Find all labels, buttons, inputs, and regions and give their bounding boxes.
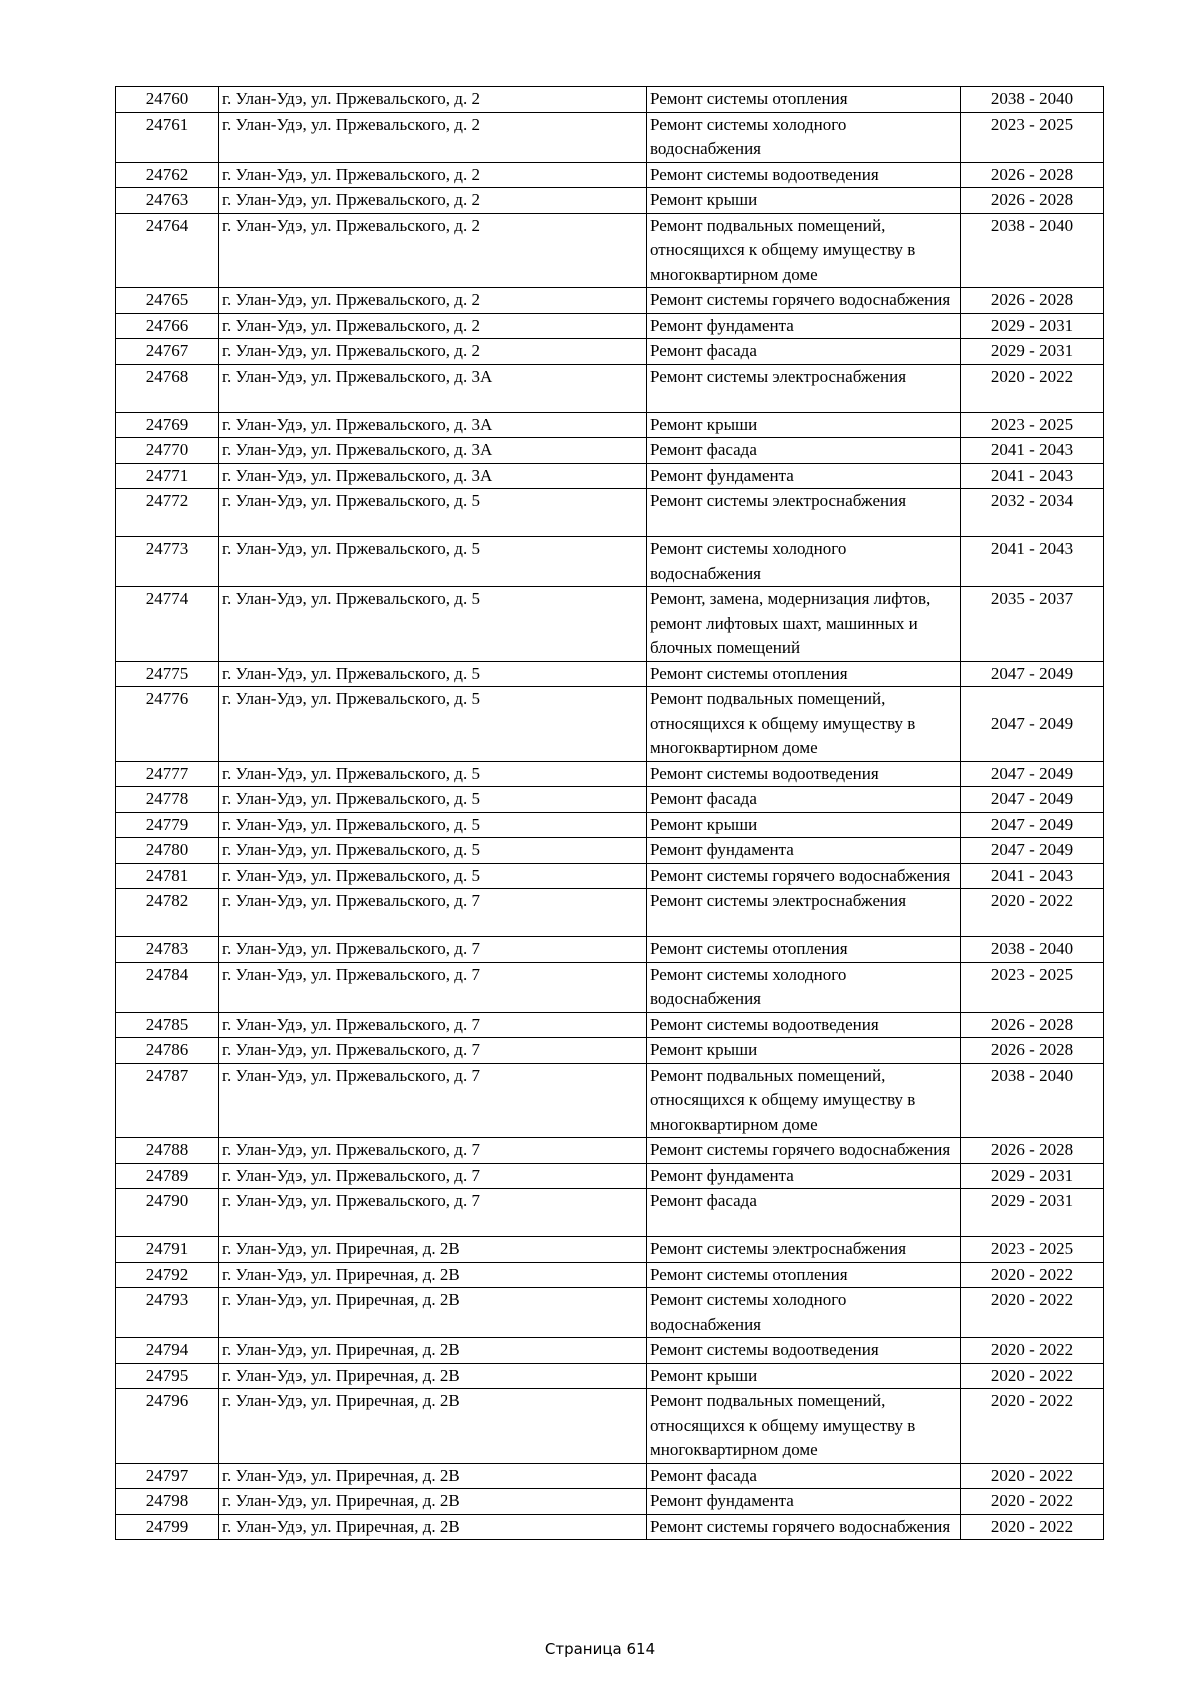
row-number: 24789 <box>116 1163 219 1189</box>
row-address: г. Улан-Удэ, ул. Пржевальского, д. 2 <box>219 339 647 365</box>
row-work-type: Ремонт фасада <box>647 1189 961 1237</box>
row-period: 2020 - 2022 <box>961 1389 1104 1464</box>
row-period: 2020 - 2022 <box>961 1338 1104 1364</box>
row-period: 2026 - 2028 <box>961 162 1104 188</box>
row-work-type: Ремонт системы горячего водоснабжения <box>647 1138 961 1164</box>
row-number: 24771 <box>116 463 219 489</box>
row-number: 24761 <box>116 112 219 162</box>
row-work-type: Ремонт фасада <box>647 339 961 365</box>
row-work-type: Ремонт системы водоотведения <box>647 1012 961 1038</box>
row-address: г. Улан-Удэ, ул. Пржевальского, д. 5 <box>219 812 647 838</box>
row-address: г. Улан-Удэ, ул. Пржевальского, д. 5 <box>219 587 647 662</box>
row-period: 2047 - 2049 <box>961 661 1104 687</box>
table-row <box>116 812 1104 838</box>
row-period: 2047 - 2049 <box>961 761 1104 787</box>
table-row <box>116 1038 1104 1064</box>
row-number: 24793 <box>116 1288 219 1338</box>
row-number: 24775 <box>116 661 219 687</box>
table-row <box>116 687 1104 762</box>
row-period: 2041 - 2043 <box>961 537 1104 587</box>
row-work-type: Ремонт системы электроснабжения <box>647 1237 961 1263</box>
row-address: г. Улан-Удэ, ул. Пржевальского, д. 5 <box>219 761 647 787</box>
row-number: 24794 <box>116 1338 219 1364</box>
row-address: г. Улан-Удэ, ул. Приречная, д. 2В <box>219 1514 647 1540</box>
row-work-type: Ремонт фундамента <box>647 1489 961 1515</box>
row-work-type: Ремонт системы электроснабжения <box>647 364 961 412</box>
row-number: 24778 <box>116 787 219 813</box>
row-period: 2023 - 2025 <box>961 962 1104 1012</box>
table-row <box>116 1138 1104 1164</box>
row-address: г. Улан-Удэ, ул. Пржевальского, д. 7 <box>219 1012 647 1038</box>
row-number: 24781 <box>116 863 219 889</box>
row-address: г. Улан-Удэ, ул. Пржевальского, д. 3А <box>219 463 647 489</box>
row-work-type: Ремонт подвальных помещений, относящихся к общему имуществу в многоквартирном доме <box>647 1063 961 1138</box>
row-period: 2020 - 2022 <box>961 1463 1104 1489</box>
table-row <box>116 1237 1104 1263</box>
row-number: 24774 <box>116 587 219 662</box>
table-row <box>116 1063 1104 1138</box>
row-period: 2041 - 2043 <box>961 463 1104 489</box>
row-number: 24796 <box>116 1389 219 1464</box>
row-period: 2026 - 2028 <box>961 1138 1104 1164</box>
row-period: 2041 - 2043 <box>961 863 1104 889</box>
table-row <box>116 1363 1104 1389</box>
row-address: г. Улан-Удэ, ул. Приречная, д. 2В <box>219 1262 647 1288</box>
row-number: 24766 <box>116 313 219 339</box>
row-number: 24792 <box>116 1262 219 1288</box>
table-row <box>116 213 1104 288</box>
row-period: 2026 - 2028 <box>961 1038 1104 1064</box>
row-period: 2032 - 2034 <box>961 489 1104 537</box>
row-address: г. Улан-Удэ, ул. Приречная, д. 2В <box>219 1288 647 1338</box>
row-work-type: Ремонт крыши <box>647 412 961 438</box>
row-number: 24767 <box>116 339 219 365</box>
table-row <box>116 761 1104 787</box>
row-address: г. Улан-Удэ, ул. Пржевальского, д. 7 <box>219 962 647 1012</box>
row-period: 2023 - 2025 <box>961 112 1104 162</box>
row-number: 24790 <box>116 1189 219 1237</box>
row-period: 2020 - 2022 <box>961 364 1104 412</box>
row-work-type: Ремонт системы холодного водоснабжения <box>647 1288 961 1338</box>
row-work-type: Ремонт системы холодного водоснабжения <box>647 112 961 162</box>
row-period: 2047 - 2049 <box>961 787 1104 813</box>
row-period: 2038 - 2040 <box>961 87 1104 113</box>
row-work-type: Ремонт системы отопления <box>647 661 961 687</box>
table-row <box>116 962 1104 1012</box>
row-work-type: Ремонт системы горячего водоснабжения <box>647 288 961 314</box>
row-period: 2020 - 2022 <box>961 1514 1104 1540</box>
row-number: 24788 <box>116 1138 219 1164</box>
row-address: г. Улан-Удэ, ул. Пржевальского, д. 5 <box>219 787 647 813</box>
table-row <box>116 1262 1104 1288</box>
row-address: г. Улан-Удэ, ул. Пржевальского, д. 2 <box>219 162 647 188</box>
row-number: 24791 <box>116 1237 219 1263</box>
row-period: 2038 - 2040 <box>961 213 1104 288</box>
row-work-type: Ремонт системы электроснабжения <box>647 889 961 937</box>
table-row <box>116 1163 1104 1189</box>
row-period: 2035 - 2037 <box>961 587 1104 662</box>
row-address: г. Улан-Удэ, ул. Пржевальского, д. 7 <box>219 1138 647 1164</box>
row-address: г. Улан-Удэ, ул. Приречная, д. 2В <box>219 1363 647 1389</box>
row-number: 24779 <box>116 812 219 838</box>
row-address: г. Улан-Удэ, ул. Приречная, д. 2В <box>219 1463 647 1489</box>
row-address: г. Улан-Удэ, ул. Приречная, д. 2В <box>219 1237 647 1263</box>
row-address: г. Улан-Удэ, ул. Пржевальского, д. 2 <box>219 112 647 162</box>
repair-schedule-table <box>115 86 1104 1540</box>
row-number: 24763 <box>116 188 219 214</box>
row-number: 24780 <box>116 838 219 864</box>
row-number: 24772 <box>116 489 219 537</box>
row-address: г. Улан-Удэ, ул. Пржевальского, д. 5 <box>219 838 647 864</box>
row-work-type: Ремонт фасада <box>647 438 961 464</box>
row-work-type: Ремонт фундамента <box>647 838 961 864</box>
row-address: г. Улан-Удэ, ул. Пржевальского, д. 5 <box>219 661 647 687</box>
table-row <box>116 112 1104 162</box>
table-row <box>116 587 1104 662</box>
table-row <box>116 438 1104 464</box>
row-work-type: Ремонт крыши <box>647 1038 961 1064</box>
row-period: 2020 - 2022 <box>961 1288 1104 1338</box>
table-row <box>116 661 1104 687</box>
row-number: 24783 <box>116 937 219 963</box>
row-address: г. Улан-Удэ, ул. Пржевальского, д. 7 <box>219 1038 647 1064</box>
table-row <box>116 412 1104 438</box>
row-address: г. Улан-Удэ, ул. Пржевальского, д. 5 <box>219 687 647 762</box>
row-period: 2020 - 2022 <box>961 1363 1104 1389</box>
row-address: г. Улан-Удэ, ул. Пржевальского, д. 2 <box>219 87 647 113</box>
table-row <box>116 889 1104 937</box>
row-number: 24784 <box>116 962 219 1012</box>
table-row <box>116 1012 1104 1038</box>
row-number: 24785 <box>116 1012 219 1038</box>
table-row <box>116 863 1104 889</box>
row-address: г. Улан-Удэ, ул. Пржевальского, д. 2 <box>219 213 647 288</box>
row-work-type: Ремонт системы отопления <box>647 937 961 963</box>
row-address: г. Улан-Удэ, ул. Пржевальского, д. 7 <box>219 1189 647 1237</box>
row-number: 24795 <box>116 1363 219 1389</box>
row-address: г. Улан-Удэ, ул. Пржевальского, д. 2 <box>219 288 647 314</box>
row-number: 24787 <box>116 1063 219 1138</box>
row-period: 2041 - 2043 <box>961 438 1104 464</box>
table-row <box>116 339 1104 365</box>
table-row <box>116 1514 1104 1540</box>
row-work-type: Ремонт фасада <box>647 787 961 813</box>
row-work-type: Ремонт системы отопления <box>647 1262 961 1288</box>
table-row <box>116 1389 1104 1464</box>
table-row <box>116 787 1104 813</box>
row-work-type: Ремонт системы горячего водоснабжения <box>647 1514 961 1540</box>
row-period: 2038 - 2040 <box>961 1063 1104 1138</box>
row-period: 2047 - 2049 <box>961 838 1104 864</box>
row-work-type: Ремонт системы водоотведения <box>647 1338 961 1364</box>
row-work-type: Ремонт системы холодного водоснабжения <box>647 962 961 1012</box>
page-number: Страница 614 <box>544 1640 656 1658</box>
row-work-type: Ремонт крыши <box>647 1363 961 1389</box>
row-period: 2023 - 2025 <box>961 412 1104 438</box>
row-number: 24776 <box>116 687 219 762</box>
table-row <box>116 364 1104 412</box>
table-row <box>116 1463 1104 1489</box>
row-address: г. Улан-Удэ, ул. Пржевальского, д. 3А <box>219 412 647 438</box>
table-row <box>116 87 1104 113</box>
row-number: 24797 <box>116 1463 219 1489</box>
table-row <box>116 1489 1104 1515</box>
row-work-type: Ремонт фундамента <box>647 463 961 489</box>
row-address: г. Улан-Удэ, ул. Пржевальского, д. 5 <box>219 537 647 587</box>
row-period: 2029 - 2031 <box>961 339 1104 365</box>
row-number: 24762 <box>116 162 219 188</box>
row-period: 2026 - 2028 <box>961 1012 1104 1038</box>
row-period: 2020 - 2022 <box>961 1262 1104 1288</box>
row-number: 24770 <box>116 438 219 464</box>
row-address: г. Улан-Удэ, ул. Пржевальского, д. 7 <box>219 1063 647 1138</box>
row-work-type: Ремонт системы электроснабжения <box>647 489 961 537</box>
row-number: 24786 <box>116 1038 219 1064</box>
row-address: г. Улан-Удэ, ул. Приречная, д. 2В <box>219 1338 647 1364</box>
row-work-type: Ремонт крыши <box>647 188 961 214</box>
table-row <box>116 1338 1104 1364</box>
row-address: г. Улан-Удэ, ул. Приречная, д. 2В <box>219 1389 647 1464</box>
row-work-type: Ремонт фундамента <box>647 313 961 339</box>
row-work-type: Ремонт подвальных помещений, относящихся к общему имуществу в многоквартирном доме <box>647 687 961 762</box>
row-address: г. Улан-Удэ, ул. Пржевальского, д. 5 <box>219 863 647 889</box>
table-row <box>116 489 1104 537</box>
row-address: г. Улан-Удэ, ул. Пржевальского, д. 2 <box>219 188 647 214</box>
row-number: 24798 <box>116 1489 219 1515</box>
row-address: г. Улан-Удэ, ул. Пржевальского, д. 3А <box>219 438 647 464</box>
table-row <box>116 1189 1104 1237</box>
row-address: г. Улан-Удэ, ул. Приречная, д. 2В <box>219 1489 647 1515</box>
row-address: г. Улан-Удэ, ул. Пржевальского, д. 7 <box>219 937 647 963</box>
table-row <box>116 463 1104 489</box>
row-number: 24773 <box>116 537 219 587</box>
row-address: г. Улан-Удэ, ул. Пржевальского, д. 7 <box>219 1163 647 1189</box>
row-period: 2029 - 2031 <box>961 1189 1104 1237</box>
row-period: 2029 - 2031 <box>961 1163 1104 1189</box>
row-work-type: Ремонт подвальных помещений, относящихся к общему имуществу в многоквартирном доме <box>647 1389 961 1464</box>
row-work-type: Ремонт, замена, модернизация лифтов, ремонт лифтовых шахт, машинных и блочных помещений <box>647 587 961 662</box>
table-row <box>116 937 1104 963</box>
row-number: 24777 <box>116 761 219 787</box>
row-work-type: Ремонт фундамента <box>647 1163 961 1189</box>
row-work-type: Ремонт системы водоотведения <box>647 162 961 188</box>
row-period: 2023 - 2025 <box>961 1237 1104 1263</box>
row-period: 2020 - 2022 <box>961 889 1104 937</box>
row-number: 24765 <box>116 288 219 314</box>
row-work-type: Ремонт системы горячего водоснабжения <box>647 863 961 889</box>
row-number: 24782 <box>116 889 219 937</box>
row-period: 2020 - 2022 <box>961 1489 1104 1515</box>
row-work-type: Ремонт фасада <box>647 1463 961 1489</box>
row-work-type: Ремонт системы водоотведения <box>647 761 961 787</box>
row-work-type: Ремонт системы холодного водоснабжения <box>647 537 961 587</box>
table-row <box>116 288 1104 314</box>
table-row <box>116 162 1104 188</box>
row-number: 24799 <box>116 1514 219 1540</box>
row-number: 24764 <box>116 213 219 288</box>
row-address: г. Улан-Удэ, ул. Пржевальского, д. 7 <box>219 889 647 937</box>
table-row <box>116 537 1104 587</box>
row-address: г. Улан-Удэ, ул. Пржевальского, д. 2 <box>219 313 647 339</box>
row-number: 24760 <box>116 87 219 113</box>
row-address: г. Улан-Удэ, ул. Пржевальского, д. 5 <box>219 489 647 537</box>
row-work-type: Ремонт крыши <box>647 812 961 838</box>
row-period: 2026 - 2028 <box>961 188 1104 214</box>
row-work-type: Ремонт системы отопления <box>647 87 961 113</box>
table-row <box>116 313 1104 339</box>
row-number: 24769 <box>116 412 219 438</box>
table-row <box>116 838 1104 864</box>
row-work-type: Ремонт подвальных помещений, относящихся к общему имуществу в многоквартирном доме <box>647 213 961 288</box>
row-number: 24768 <box>116 364 219 412</box>
row-period: 2026 - 2028 <box>961 288 1104 314</box>
table-row <box>116 1288 1104 1338</box>
row-period: 2047 - 2049 <box>961 812 1104 838</box>
table-body <box>116 87 1104 1540</box>
row-period: 2029 - 2031 <box>961 313 1104 339</box>
row-address: г. Улан-Удэ, ул. Пржевальского, д. 3А <box>219 364 647 412</box>
table-row <box>116 188 1104 214</box>
row-period: 2038 - 2040 <box>961 937 1104 963</box>
row-period: 2047 - 2049 <box>961 687 1104 762</box>
